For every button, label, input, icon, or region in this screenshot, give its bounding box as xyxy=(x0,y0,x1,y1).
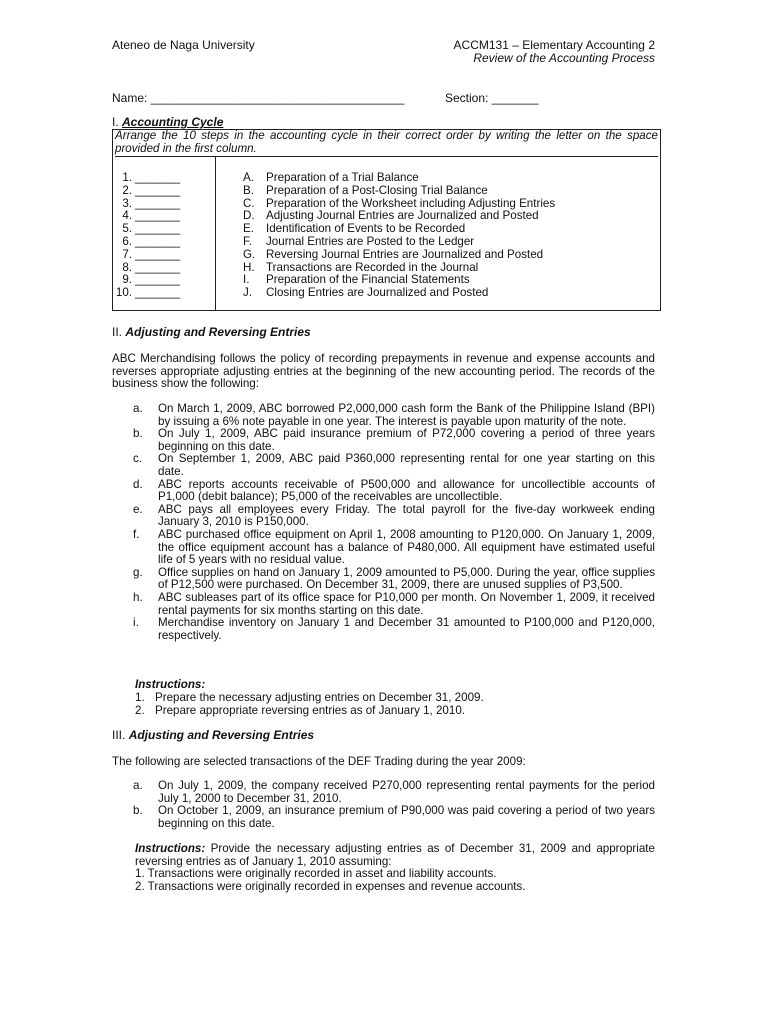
step-letter: E. xyxy=(243,222,254,236)
item-text: Merchandise inventory on January 1 and December 31 amounted to P100,000 and P120,000, respectively. xyxy=(158,616,655,642)
list-item xyxy=(133,479,655,504)
answer-line: _______ xyxy=(135,222,181,236)
assumption-item: 2. Transactions were originally recorded in expenses and revenue accounts. xyxy=(135,879,526,893)
section-2-items xyxy=(133,403,655,642)
list-item xyxy=(133,592,655,617)
cycle-step xyxy=(243,287,643,300)
list-item xyxy=(133,504,655,529)
instruction-item xyxy=(135,705,657,718)
list-item xyxy=(133,529,655,567)
column-divider xyxy=(215,156,216,310)
section-3-instructions-text: Provide the necessary adjusting entries as of December 31, 2009 and appropriate reversing entries as of January 1, 2010 assuming: xyxy=(135,842,655,868)
step-letter: F. xyxy=(243,234,253,248)
step-letter: D. xyxy=(243,209,255,223)
item-text: ABC purchased office equipment on April 1, 2008 amounting to P120,000. On January 1, 2009, the office equipment account has a balance of P480,000. All equipment have estimated useful life of 5 years with no residual value. xyxy=(158,527,655,567)
section-2-heading xyxy=(112,326,311,339)
answer-line: _______ xyxy=(135,171,181,184)
cycle-step xyxy=(243,249,643,262)
step-text: Preparation of the Worksheet including Adjusting Entries xyxy=(266,196,556,210)
step-text: Closing Entries are Journalized and Posted xyxy=(266,286,489,300)
accounting-cycle-box xyxy=(112,129,661,311)
step-text: Journal Entries are Posted to the Ledger xyxy=(266,234,475,248)
item-label: g. xyxy=(133,565,143,579)
answer-line: _______ xyxy=(135,247,181,261)
step-letter: A. xyxy=(243,171,254,184)
instruction-text: Prepare appropriate reversing entries as of January 1, 2010. xyxy=(155,703,465,717)
item-label: h. xyxy=(133,590,143,604)
item-text: Office supplies on hand on January 1, 2009 amounted to P5,000. During the year, office supplies of P12,500 were purchased. On December 31, 2009, there are unused supplies of P3,500. xyxy=(158,565,655,592)
step-text: Identification of Events to be Recorded xyxy=(266,222,466,236)
section-3-heading xyxy=(112,729,314,742)
answer-number: 2. xyxy=(122,183,132,197)
answer-number: 4. xyxy=(122,209,132,223)
cycle-step xyxy=(243,172,643,185)
section-2-numeral: II. xyxy=(112,325,123,339)
section-2-title: Adjusting and Reversing Entries xyxy=(125,325,311,339)
answer-line: _______ xyxy=(135,273,181,287)
list-item xyxy=(133,617,655,642)
answer-blank-row xyxy=(113,185,213,198)
step-text: Reversing Journal Entries are Journalized and Posted xyxy=(266,247,544,261)
instruction-item xyxy=(135,692,657,705)
answer-number: 8. xyxy=(122,260,132,274)
document-subtitle: Review of the Accounting Process xyxy=(473,51,655,65)
section-1-numeral: I. xyxy=(112,115,119,129)
item-text: ABC pays all employees every Friday. The total payroll for the five-day workweek ending January 3, 2010 is P150,000. xyxy=(158,502,655,529)
instruction-number: 2. xyxy=(135,703,145,717)
step-letter: H. xyxy=(243,260,255,274)
section-2-instructions xyxy=(135,692,657,717)
instruction-text: Prepare the necessary adjusting entries on December 31, 2009. xyxy=(155,691,484,704)
item-label: c. xyxy=(133,452,143,466)
item-text: On September 1, 2009, ABC paid P360,000 representing rental for one year starting on this date. xyxy=(158,452,655,478)
step-letter: B. xyxy=(243,183,254,197)
section-3-numeral: III. xyxy=(112,728,126,742)
item-label: a. xyxy=(133,402,143,415)
name-field: Name: ______________________________________ xyxy=(112,91,405,105)
item-text: On July 1, 2009, ABC paid insurance premium of P72,000 covering a period of three years beginning on this date. xyxy=(158,427,655,453)
answer-number: 9. xyxy=(122,273,132,287)
step-letter: J. xyxy=(243,286,253,300)
answer-line: _______ xyxy=(135,183,181,197)
answer-line: _______ xyxy=(135,196,181,210)
item-label: d. xyxy=(133,477,143,491)
list-item xyxy=(133,567,655,592)
section-1-heading xyxy=(112,116,223,129)
answer-number: 7. xyxy=(122,247,132,261)
item-label: a. xyxy=(133,779,143,792)
section-2-instructions-label: Instructions: xyxy=(135,678,206,691)
step-letter: I. xyxy=(243,273,250,287)
section-3-title: Adjusting and Reversing Entries xyxy=(128,728,315,742)
section-3-items xyxy=(133,780,655,830)
item-text: ABC reports accounts receivable of P500,000 and allowance for uncollectible accounts of P1,000 (debit balance); P5,000 of the receivables are uncollectible. xyxy=(158,477,655,504)
item-label: b. xyxy=(133,804,143,818)
item-label: b. xyxy=(133,427,143,441)
instruction-number: 1. xyxy=(135,691,145,704)
answer-line: _______ xyxy=(135,286,181,300)
list-item xyxy=(133,403,655,428)
list-item xyxy=(133,453,655,478)
section-3-assumptions xyxy=(135,868,655,893)
answer-number: 10. xyxy=(115,286,132,300)
answer-blank-row xyxy=(113,236,213,249)
item-text: On October 1, 2009, an insurance premium of P90,000 was paid covering a period of two years beginning on this date. xyxy=(158,804,655,830)
answer-line: _______ xyxy=(135,209,181,223)
answer-blanks xyxy=(113,172,213,300)
answer-number: 1. xyxy=(122,171,132,184)
step-text: Preparation of a Trial Balance xyxy=(266,171,419,184)
accounting-cycle-instruction: Arrange the 10 steps in the accounting cycle in their correct order by writing the letter on the space provided in the first column. xyxy=(115,130,658,157)
answer-number: 5. xyxy=(122,222,132,236)
step-letter: G. xyxy=(243,247,256,261)
section-3-instructions xyxy=(135,843,655,868)
course-title: ACCM131 – Elementary Accounting 2 xyxy=(453,38,655,52)
step-text: Preparation of the Financial Statements xyxy=(266,273,470,287)
item-text: On July 1, 2009, the company received P270,000 representing rental payments for the period July 1, 2000 to December 31, 2010. xyxy=(158,779,655,805)
item-label: f. xyxy=(133,527,140,541)
section-3-instructions-label: Instructions: xyxy=(135,842,206,855)
item-text: On March 1, 2009, ABC borrowed P2,000,000 cash form the Bank of the Philippine Island (BPI) by issuing a 6% note payable in one year. The interest is payable upon maturity of the note. xyxy=(158,402,655,428)
assumption-item: 1. Transactions were originally recorded in asset and liability accounts. xyxy=(135,867,497,880)
step-text: Transactions are Recorded in the Journal xyxy=(266,260,479,274)
cycle-step xyxy=(243,236,643,249)
step-text: Adjusting Journal Entries are Journalized and Posted xyxy=(266,209,539,223)
institution-name: Ateneo de Naga University xyxy=(112,38,255,52)
list-item xyxy=(133,805,655,830)
item-text: ABC subleases part of its office space for P10,000 per month. On November 1, 2009, it received rental payments for six months starting on this date. xyxy=(158,590,655,617)
item-label: i. xyxy=(133,616,139,630)
section-2-intro: ABC Merchandising follows the policy of recording prepayments in revenue and expense accounts and reverses appropriate adjusting entries at the beginning of the new accounting period. The records of the business show the following: xyxy=(112,352,655,391)
answer-number: 6. xyxy=(122,234,132,248)
answer-blank-row xyxy=(113,287,213,300)
answer-number: 3. xyxy=(122,196,132,210)
answer-line: _______ xyxy=(135,234,181,248)
list-item xyxy=(133,428,655,453)
section-3-intro: The following are selected transactions of the DEF Trading during the year 2009: xyxy=(112,755,526,768)
cycle-step xyxy=(243,185,643,198)
section-field: Section: _______ xyxy=(445,91,539,105)
item-label: e. xyxy=(133,502,143,516)
cycle-steps-list xyxy=(243,172,643,300)
section-1-title: Accounting Cycle xyxy=(122,115,224,129)
answer-blank-row xyxy=(113,249,213,262)
step-letter: C. xyxy=(243,196,255,210)
answer-line: _______ xyxy=(135,260,181,274)
list-item xyxy=(133,780,655,805)
step-text: Preparation of a Post-Closing Trial Balance xyxy=(266,183,488,197)
answer-blank-row xyxy=(113,172,213,185)
